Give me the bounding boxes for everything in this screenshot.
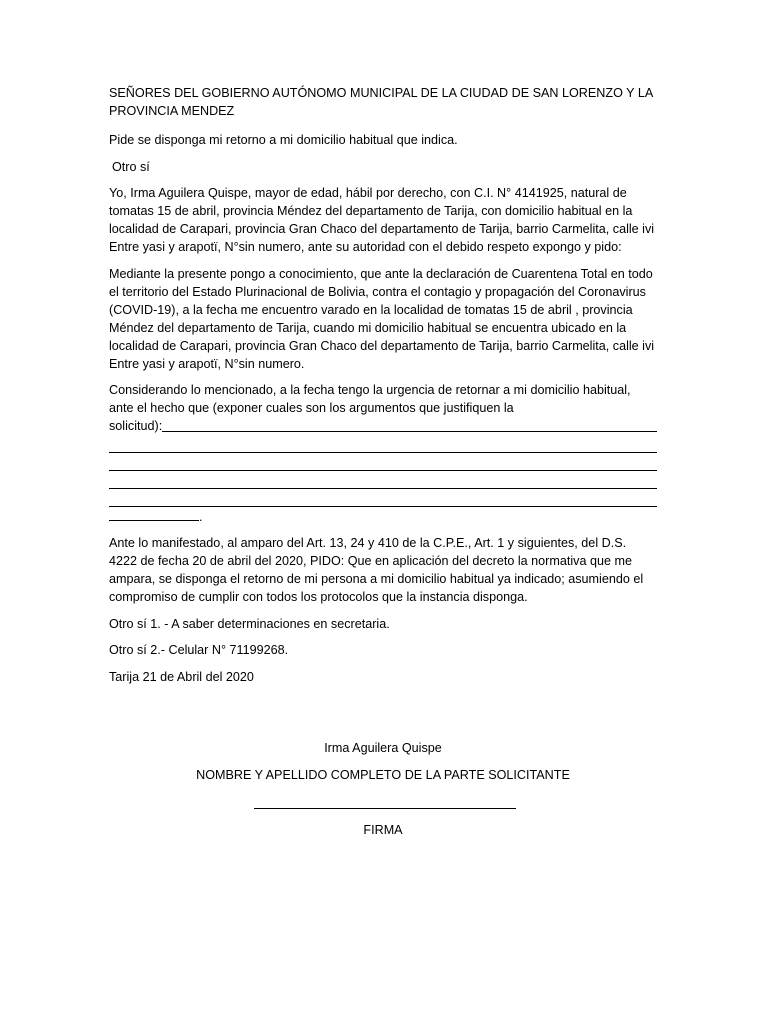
reason-blank-line[interactable] <box>109 453 657 471</box>
paragraph-context: Mediante la presente pongo a conocimiento, que ante la declaración de Cuarentena Total en todo el territorio del Estado Plurinacional de Bolivia, contra el contagio y propagación del Coronavirus (COVID-19), a la fecha me encuentro varado en la localidad de tomatas 15 de abril , provincia Méndez del departamento de Tarija, cuando mi domicilio habitual se encuentra ubicado en la localidad de Carapari, provincia Gran Chaco del departamento de Tarija, barrio Carmelita, calle ivi Entre yasi y arapotï, N°sin numero. <box>109 266 655 371</box>
paragraph-reason: Considerando lo mencionado, a la fecha tengo la urgencia de retornar a mi domicilio habitual, ante el hecho que (exponer cuales son los argumentos que justifiquen la <box>109 383 631 415</box>
signature-line[interactable] <box>254 808 516 809</box>
reason-section <box>109 381 657 525</box>
reason-blank-line[interactable] <box>109 489 657 507</box>
paragraph-identity: Yo, Irma Aguilera Quispe, mayor de edad, hábil por derecho, con C.I. N° 4141925, natural de tomatas 15 de abril, provincia Méndez del departamento de Tarija, con domicilio habitual en la localidad de Carapari, provincia Gran Chaco del departamento de Tarija, barrio Carmelita, calle ivi Entre yasi y arapotï, N°sin numero, ante su autoridad con el debido respeto expongo y pido: <box>109 186 655 254</box>
request-line: Pide se disponga mi retorno a mi domicilio habitual que indica. <box>109 133 458 147</box>
reason-last-line <box>109 507 657 525</box>
reason-end: . <box>199 510 203 524</box>
otro-si-2: Otro sí 2.- Celular N° 71199268. <box>109 643 289 657</box>
reason-label: solicitud): <box>109 419 163 433</box>
signer-caption: NOMBRE Y APELLIDO COMPLETO DE LA PARTE SOLICITANTE <box>196 768 570 782</box>
date-line: Tarija 21 de Abril del 2020 <box>109 669 254 684</box>
document-heading: SEÑORES DEL GOBIERNO AUTÓNOMO MUNICIPAL DE LA CIUDAD DE SAN LORENZO Y LA PROVINCIA MENDEZ <box>109 86 653 118</box>
reason-first-line <box>109 417 657 435</box>
reason-blank-line[interactable] <box>109 507 199 521</box>
otro-si-1: Otro sí 1. - A saber determinaciones en secretaria. <box>109 616 390 631</box>
reason-blank-line[interactable] <box>109 435 657 453</box>
firma-label: FIRMA <box>363 823 403 837</box>
reason-blank-line[interactable] <box>162 417 657 432</box>
otro-si-label: Otro sí <box>112 159 150 174</box>
document-body <box>109 84 657 694</box>
paragraph-petition: Ante lo manifestado, al amparo del Art. 13, 24 y 410 de la C.P.E., Art. 1 y siguientes, del D.S. 4222 de fecha 20 de abril del 2020, PIDO: Que en aplicación del decreto la normativa que me ampara, se disponga el retorno de mi persona a mi domicilio habitual ya indicado; asumiendo el compromiso de cumplir con todos los protocolos que la instancia disponga. <box>109 536 644 604</box>
signer-name: Irma Aguilera Quispe <box>324 741 442 755</box>
reason-blank-line[interactable] <box>109 471 657 489</box>
